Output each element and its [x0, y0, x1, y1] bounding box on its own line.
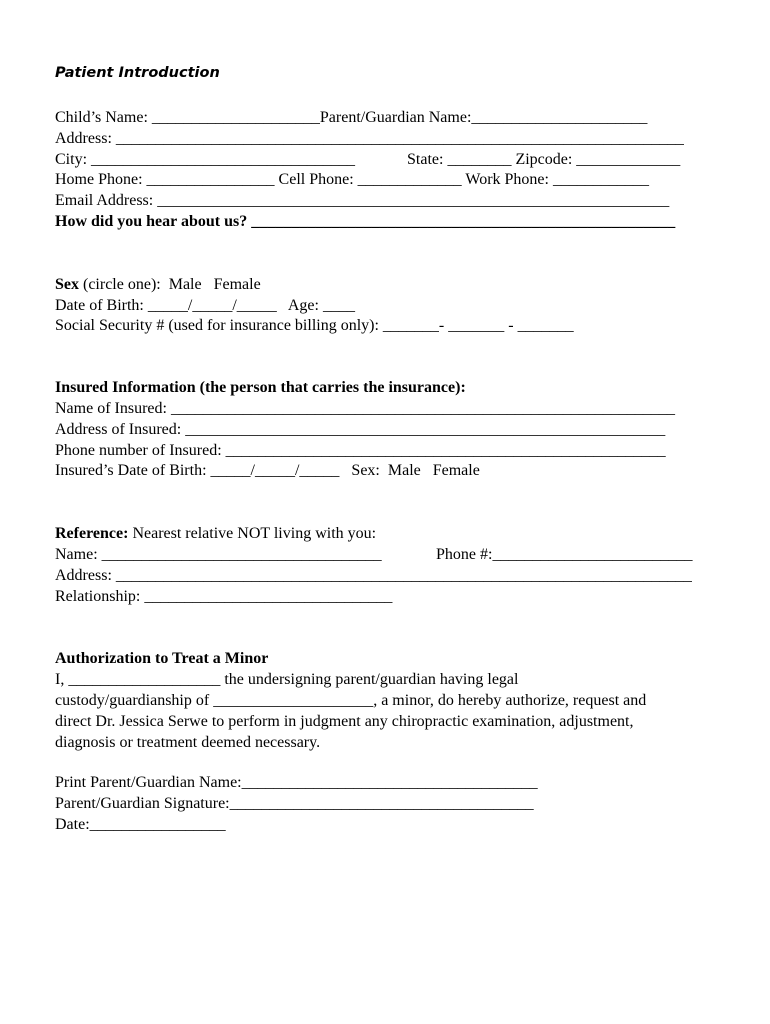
state-zip-field: State: ________ Zipcode: _____________: [407, 150, 681, 168]
sex-line: [55, 275, 725, 296]
reference-description: Nearest relative NOT living with you:: [128, 525, 377, 543]
email-line: Email Address: ________________________________________________________________: [55, 192, 670, 210]
referral-question: How did you hear about us? _____________________________________________________: [55, 212, 676, 230]
form-title: Patient Introduction: [55, 65, 220, 81]
reference-name-field: Name: ___________________________________: [55, 545, 382, 563]
date-line: Date:_________________: [55, 815, 226, 833]
insured-heading: Insured Information (the person that carries the insurance):: [55, 379, 466, 397]
child-name-line: Child’s Name: _____________________Parent/Guardian Name:______________________: [55, 109, 648, 126]
insured-dob-line: Insured’s Date of Birth: _____/_____/_____ Sex: Male Female: [55, 462, 480, 480]
authorization-heading: Authorization to Treat a Minor: [55, 650, 269, 668]
sex-options: (circle one): Male Female: [79, 275, 261, 293]
reference-relationship-line: Relationship: _______________________________: [55, 587, 393, 605]
reference-label: Reference:: [55, 525, 129, 543]
insured-address-line: Address of Insured: ____________________________________________________________: [55, 420, 666, 438]
address-line: Address: _______________________________________________________________________: [55, 129, 684, 147]
authorization-text-1: I, ___________________ the undersigning parent/guardian having legal: [55, 671, 519, 689]
sex-label: Sex: [55, 275, 79, 293]
authorization-text-2: custody/guardianship of ____________________, a minor, do hereby authorize, request and: [55, 691, 647, 709]
ssn-line: Social Security # (used for insurance billing only): _______- _______ - _______: [55, 317, 574, 335]
insured-phone-line: Phone number of Insured: _______________________________________________________: [55, 441, 666, 459]
reference-name-phone-line: [55, 545, 725, 566]
phones-line: Home Phone: ________________ Cell Phone: _____________ Work Phone: ____________: [55, 171, 649, 189]
print-name-line: Print Parent/Guardian Name:_____________________________________: [55, 774, 538, 792]
city-state-zip-line: [55, 150, 725, 171]
signature-line: Parent/Guardian Signature:______________________________________: [55, 795, 534, 813]
city-field: City: _________________________________: [55, 150, 356, 168]
reference-address-line: Address: ________________________________________________________________________: [55, 566, 692, 584]
reference-phone-field: Phone #:_________________________: [436, 545, 693, 563]
authorization-text-3: direct Dr. Jessica Serwe to perform in judgment any chiropractic examination, adjustment,: [55, 712, 634, 730]
reference-heading: [55, 524, 725, 545]
insured-name-line: Name of Insured: _______________________________________________________________: [55, 399, 675, 417]
authorization-text-4: diagnosis or treatment deemed necessary.: [55, 733, 321, 751]
dob-line: Date of Birth: _____/_____/_____ Age: ____: [55, 296, 355, 314]
form-page: [55, 62, 725, 836]
